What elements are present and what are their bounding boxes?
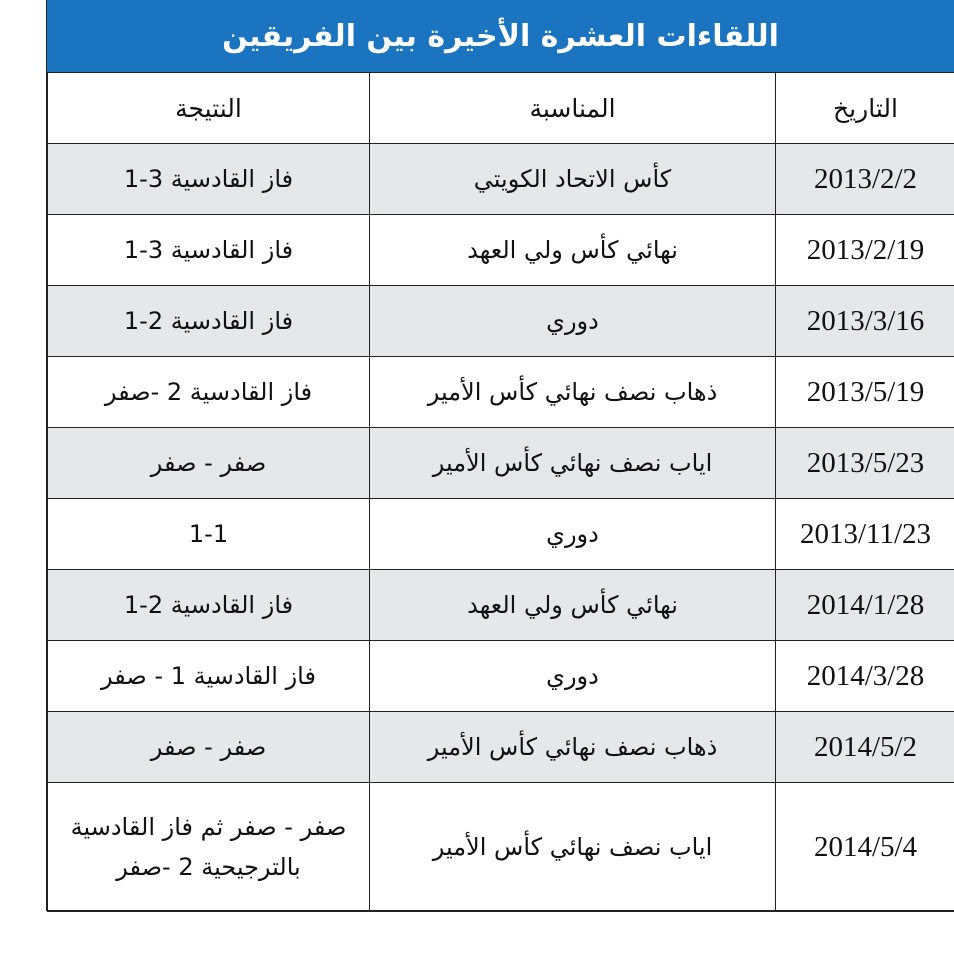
occasion-cell: دوري: [370, 641, 776, 712]
header-occasion: المناسبة: [370, 73, 776, 144]
date-cell: 2014/1/28: [776, 570, 954, 641]
result-cell: [48, 783, 370, 912]
table-row: [48, 641, 954, 712]
result-cell: فاز القادسية 1 - صفر: [48, 641, 370, 712]
date-cell: 2013/5/19: [776, 357, 954, 428]
date-cell: 2013/5/23: [776, 428, 954, 499]
header-row: [48, 73, 954, 144]
result-cell: فاز القادسية 2-1: [48, 286, 370, 357]
occasion-cell: ذهاب نصف نهائي كأس الأمير: [370, 357, 776, 428]
date-cell: 2013/2/19: [776, 215, 954, 286]
header-date: التاريخ: [776, 73, 954, 144]
result-line-1: صفر - صفر ثم فاز القادسية: [70, 813, 347, 841]
table-row: [48, 712, 954, 783]
result-cell: 1-1: [48, 499, 370, 570]
occasion-cell: كأس الاتحاد الكويتي: [370, 144, 776, 215]
table-row: [48, 428, 954, 499]
occasion-cell: نهائي كأس ولي العهد: [370, 570, 776, 641]
table-row: [48, 144, 954, 215]
result-cell: فاز القادسية 3-1: [48, 144, 370, 215]
date-cell: 2014/5/2: [776, 712, 954, 783]
result-cell: فاز القادسية 2 -صفر: [48, 357, 370, 428]
matches-table: [47, 72, 954, 912]
date-cell: 2013/11/23: [776, 499, 954, 570]
result-cell: فاز القادسية 2-1: [48, 570, 370, 641]
result-cell: صفر - صفر: [48, 428, 370, 499]
header-result: النتيجة: [48, 73, 370, 144]
table-title: اللقاءات العشرة الأخيرة بين الفريقين: [47, 0, 954, 72]
result-line-2: بالترجيحية 2 -صفر: [116, 853, 301, 881]
result-cell: فاز القادسية 3-1: [48, 215, 370, 286]
date-cell: 2013/3/16: [776, 286, 954, 357]
occasion-cell: دوري: [370, 499, 776, 570]
results-table-frame: [46, 0, 954, 911]
result-cell: صفر - صفر: [48, 712, 370, 783]
table-row: [48, 570, 954, 641]
date-cell: 2014/5/4: [776, 783, 954, 912]
date-cell: 2013/2/2: [776, 144, 954, 215]
occasion-cell: اياب نصف نهائي كأس الأمير: [370, 428, 776, 499]
occasion-cell: دوري: [370, 286, 776, 357]
table-row: [48, 286, 954, 357]
table-row: [48, 215, 954, 286]
occasion-cell: اياب نصف نهائي كأس الأمير: [370, 783, 776, 912]
occasion-cell: ذهاب نصف نهائي كأس الأمير: [370, 712, 776, 783]
table-row: [48, 499, 954, 570]
table-row: [48, 783, 954, 912]
table-row: [48, 357, 954, 428]
occasion-cell: نهائي كأس ولي العهد: [370, 215, 776, 286]
date-cell: 2014/3/28: [776, 641, 954, 712]
